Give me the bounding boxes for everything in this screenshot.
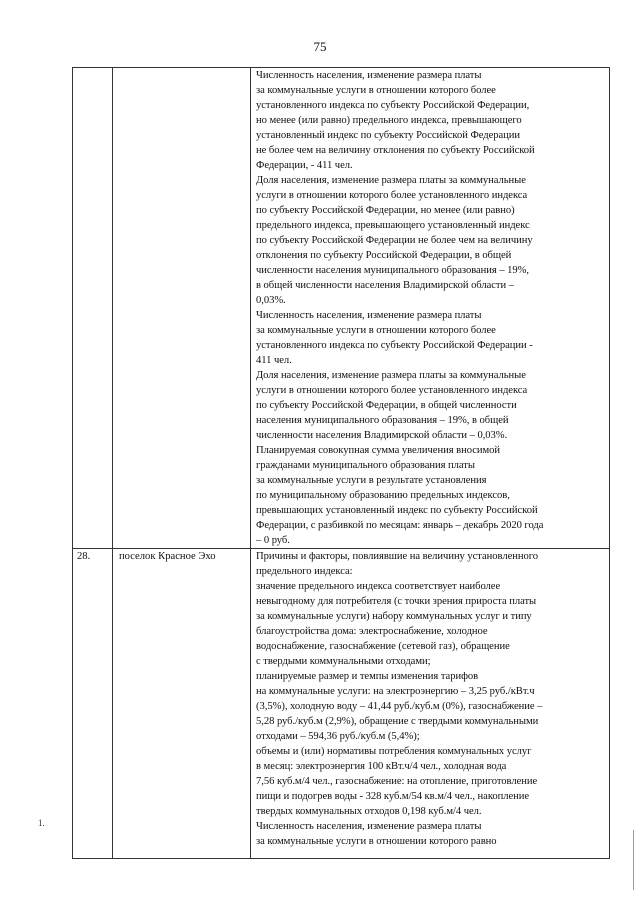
settlement-name-cell bbox=[113, 68, 251, 549]
settlement-name-cell bbox=[113, 549, 251, 859]
description-cell bbox=[251, 68, 610, 549]
table-row bbox=[73, 549, 610, 859]
settlement-name: поселок Красное Эхо bbox=[119, 551, 216, 562]
row-number: 28. bbox=[77, 551, 91, 562]
document-table bbox=[72, 67, 610, 859]
table-row bbox=[73, 68, 610, 549]
row-number-cell bbox=[73, 549, 113, 859]
scan-edge-line bbox=[633, 830, 634, 890]
margin-mark: 1. bbox=[38, 818, 45, 828]
row-number-cell bbox=[73, 68, 113, 549]
description-cell bbox=[251, 549, 610, 859]
description-text: Причины и факторы, повлиявшие на величину установленного предельного индекса: значение предельного индекса соответствует наиболее невыгодному для потребителя (с точки зрения прироста платы за коммунальные услуги) набору коммунальных услуг и типу благоустройства дома: электроснабжение, холодное водоснабжение, газоснабжение (сетевой газ), обращение с твердыми коммунальными отходами; планируемые размер и темпы изменения тарифов на коммунальные услуги: на электроэнергию – 3,25 руб./кВт.ч (3,5%), холодную воду – 41,44 руб./куб.м (0%), газоснабжение – 5,28 руб./куб.м (2,9%), обращение с твердыми коммунальными отходами – 594,36 руб./куб.м (5,4%); объемы и (или) нормативы потребления коммунальных услуг в месяц: электроэнергия 100 кВт.ч/4 чел., холодная вода 7,56 куб.м/4 чел., газоснабжение: на отопление, приготовление пищи и подогрев воды - 328 куб.м/54 кв.м/4 чел., накопление твердых коммунальных отходов 0,198 куб.м/4 чел. Численность населения, изменение размера платы за коммунальные услуги в отношении которого равно bbox=[256, 551, 543, 847]
description-text: Численность населения, изменение размера платы за коммунальные услуги в отношении которого более установленного индекса по субъекту Российской Федерации, но менее (или равно) предельного индекса, превышающего установленный индекс по субъекту Российской Федерации не более чем на величину отклонения по субъекту Российской Федерации, - 411 чел. Доля населения, изменение размера платы за коммунальные услуги в отношении которого более установленного индекса по субъекту Российской Федерации, но менее (или равно) предельного индекса, превышающего установленный индекс по субъекту Российской Федерации не более чем на величину отклонения по субъекту Российской Федерации, в общей численности населения муниципального образования – 19%, в общей численности населения Владимирской области – 0,03%. Численность населения, изменение размера платы за коммунальные услуги в отношении которого более установленного индекса по субъекту Российской Федерации - 411 чел. Доля населения, изменение размера платы за коммунальные услуги в отношении которого более установленного индекса по субъекту Российской Федерации, в общей численности населения муниципального образования – 19%, в общей численности населения Владимирской области – 0,03%. Планируемая совокупная сумма увеличения вносимой гражданами муниципального образования платы за коммунальные услуги в результате установления по муниципальному образованию предельных индексов, превышающих установленный индекс по субъекту Российской Федерации, с разбивкой по месяцам: январь – декабрь 2020 года – 0 руб. bbox=[256, 70, 544, 546]
page-number: 75 bbox=[313, 39, 327, 54]
